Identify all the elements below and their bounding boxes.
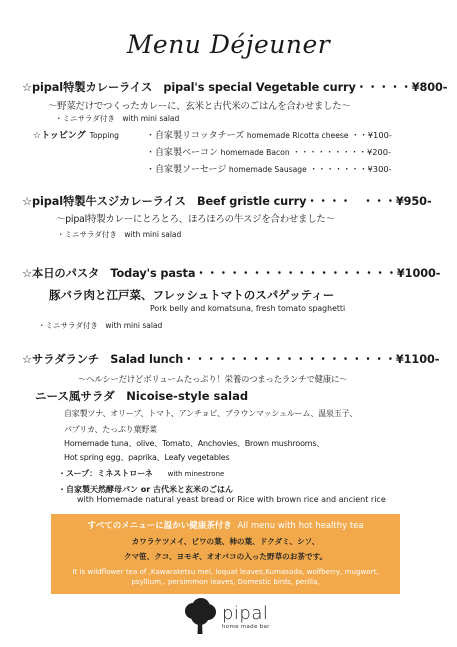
salad-heading: ☆サラダランチ Salad lunch・・・・・・・・・・・・・・・・・・・¥1100- [22,353,440,366]
topping-item-en: homemade Sausage [228,165,307,174]
salad-soup-en: with minestrone [167,470,225,478]
logo-wordmark: pipal [222,603,269,624]
healthy-tea-box [51,514,400,594]
pasta-side-note: ・ミニサラダ付き with mini salad [38,321,163,330]
topping-item-price: ・・・・・・・・・¥200- [292,147,392,157]
topping-row [146,128,392,141]
salad-ingredients-en-2: Hot spring egg、paprika、Leafy vegetables [64,453,230,462]
topping-label-en: Topping [89,131,120,140]
tea-heading-en: All menu with hot healthy tea [237,521,364,531]
topping-item-name: ・自家製ベーコン [146,148,219,158]
salad-bread-english: with Homemade natural yeast bread or Rice with brown rice and ancient rice [77,495,386,504]
curry-side-note: ・ミニサラダ付き with mini salad [55,114,180,123]
tea-heading [51,519,400,531]
salad-soup [58,468,224,479]
salad-soup-ja: ・スープ：ミネストローネ [58,469,153,478]
pasta-heading: ☆本日のパスタ Today's pasta・・・・・・・・・・・・・・・・・・¥1000- [22,267,441,280]
salad-description: 〜ヘルシーだけどボリュームたっぷり！栄養のつまったランチで健康に〜 [78,374,348,384]
salad-dish-name: ニース風サラダ Nicoise-style salad [35,389,249,403]
logo-subtitle: home made bar [222,624,270,630]
tea-ingredients-2: クマ笹、クコ、ヨモギ、オオバコの入った野草のお茶です。 [123,552,328,561]
pasta-dish-name: 豚バラ肉と江戸菜、フレッシュトマトのスパゲッティー [49,288,335,302]
pasta-dish-english: Pork belly and komatsuna, fresh tomato spaghetti [150,304,346,313]
beef-curry-side-note: ・ミニサラダ付き with mini salad [57,230,182,239]
topping-row [146,145,391,158]
salad-ingredients-en-1: Homemade tuna、olive、Tomato、Anchovies、Brown mushrooms、 [64,439,325,448]
topping-label [33,128,119,141]
tree-logo-icon [183,598,217,636]
tea-ingredients-1: カワラケツメイ、ビワの葉、柿の葉、ドクダミ、シソ、 [131,537,320,546]
topping-item-price: ・・・・・・・¥300- [309,164,392,174]
tea-heading-ja: すべてのメニューに温かい健康茶付き [87,521,232,531]
curry-heading: ☆pipal特製カレーライス pipal's special Vegetable curry・・・・・¥800- [22,81,448,94]
topping-item-en: homemade Ricotta cheese [246,131,349,140]
tea-english: It is wildflower tea of ,Kawaratetsu mei, loquat leaves,Kumasada, wolfberry, mugwort, psyllium,. persimmon leaves, Domestic birds, perilla, [72,567,379,586]
salad-bread: ・自家製天然酵母パン or 古代米と玄米のごはん [58,485,234,494]
topping-label-ja: ☆トッピング [33,131,86,141]
beef-curry-heading: ☆pipal特製牛スジカレーライス Beef gristle curry・・・・ ・・・¥950- [22,195,432,208]
topping-item-name: ・自家製リコッタチーズ [146,131,245,141]
salad-ingredients-ja-1: 自家製ツナ、オリーブ、トマト、アンチョビ、ブラウンマッシュルーム、温泉玉子、 [64,409,358,418]
topping-item-en: homemade Bacon [220,148,290,157]
topping-item-name: ・自家製ソーセージ [146,165,227,175]
beef-curry-description: 〜pipal特製カレーにとろとろ、ほろほろの牛スジを合わせました〜 [56,214,335,225]
curry-description: 〜野菜だけでつくったカレーに、玄米と古代米のごはんを合わせました〜 [48,101,351,112]
topping-row [146,162,392,175]
topping-item-price: ・・¥100- [351,130,392,140]
page-title: Menu Déjeuner [126,30,331,59]
salad-ingredients-ja-2: パプリカ、たっぷり葉野菜 [64,425,157,434]
